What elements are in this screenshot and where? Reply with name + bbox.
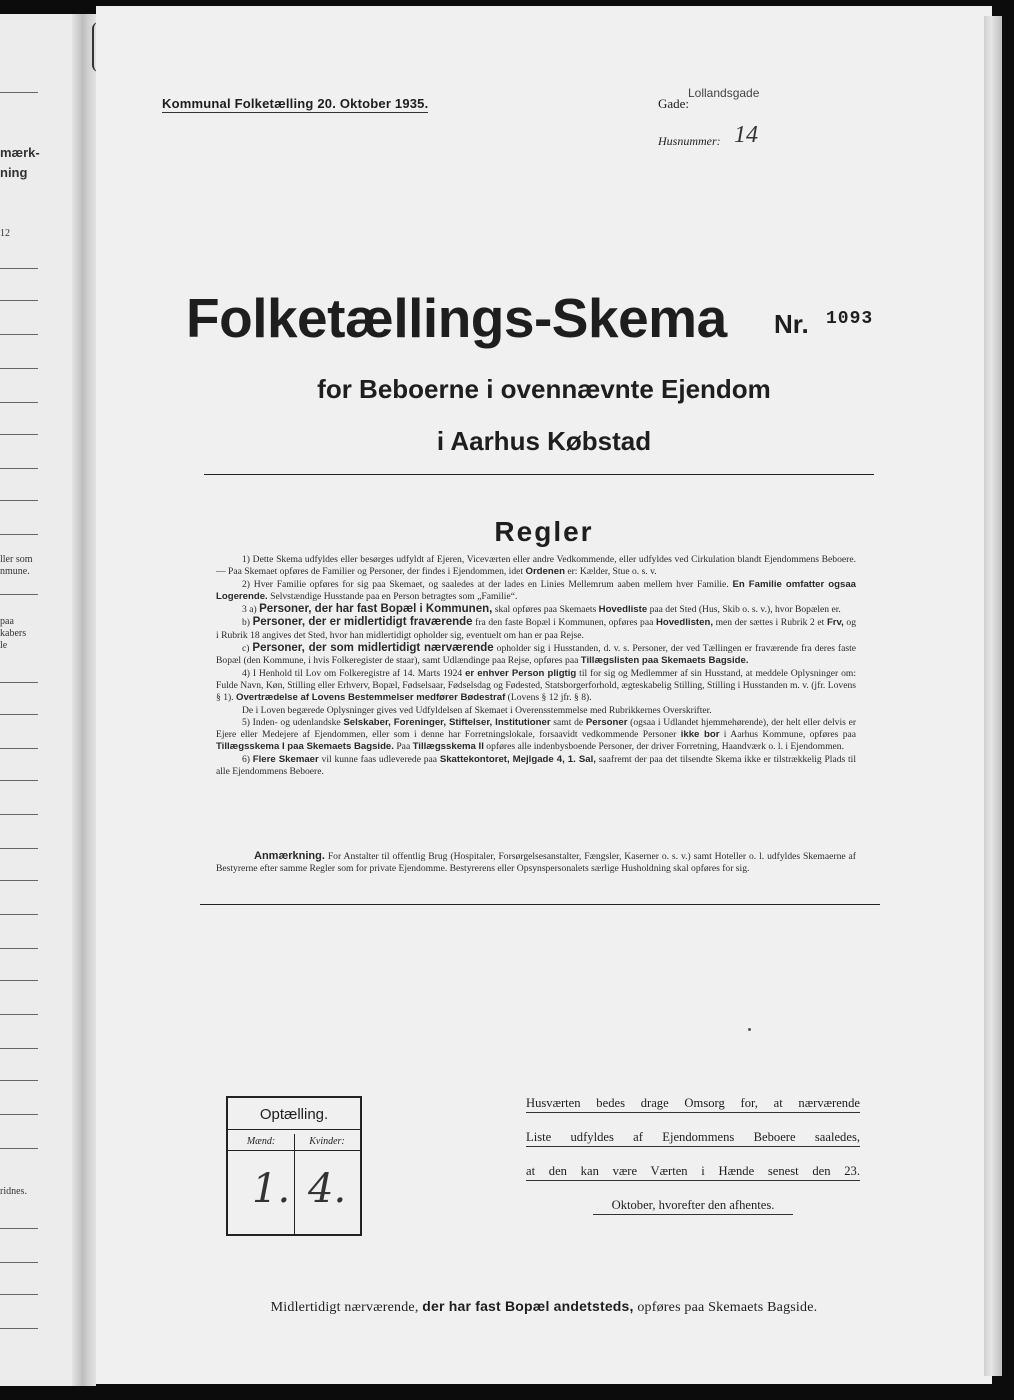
divider [0, 300, 38, 301]
men-count: 1. [252, 1166, 291, 1212]
page-stack-edge [984, 16, 1002, 1376]
divider [0, 814, 38, 815]
rule-3a: 3 a) Personer, der har fast Bopæl i Kommunen, skal opføres paa Skemaets Hovedliste paa det Sted (Hus, Skib o. s. v.), hvor Bopælen er. [242, 603, 841, 616]
rules-text [216, 554, 856, 778]
divider [200, 904, 880, 905]
left-text-fragment: paa [0, 616, 14, 627]
divider [0, 1014, 38, 1015]
divider [294, 1134, 295, 1234]
divider [0, 748, 38, 749]
note-label: Anmærkning. [254, 850, 325, 862]
count-title: Optælling. [228, 1106, 360, 1130]
divider [0, 1080, 38, 1081]
divider [0, 1114, 38, 1115]
left-text-fragment: ller som [0, 554, 33, 565]
divider [0, 434, 38, 435]
census-title: Kommunal Folketælling 20. Oktober 1935. [162, 96, 429, 111]
rule-4b: De i Loven begærede Oplysninger gives ved Udfyldelsen af Skemaet i Overensstemmelse med Rubrikkernes Overskrifter. [242, 704, 712, 716]
instruction-line: at den kan være Værten i Hænde senest den 23. [526, 1164, 860, 1181]
divider [0, 848, 38, 849]
divider [0, 534, 38, 535]
street-value: Lollandsgade [688, 86, 760, 100]
rule-2: 2) Hver Familie opføres for sig paa Skemaet, og saaledes at der lades en Linies Mellemrum aaben mellem hver Familie. En Familie omfatter ogsaa Logerende. Selvstændige Husstande paa en Person betragtes som „Familie“. [216, 578, 857, 602]
instruction-line: Oktober, hvorefter den afhentes. [593, 1198, 793, 1215]
ink-dot [748, 1028, 751, 1031]
census-form-page [96, 6, 992, 1384]
divider [228, 1150, 360, 1151]
divider [0, 468, 38, 469]
note-text [216, 850, 856, 876]
instruction-line: Husværten bedes drage Omsorg for, at nærværende [526, 1096, 860, 1113]
divider [0, 948, 38, 949]
count-box [226, 1096, 362, 1236]
divider [0, 1262, 38, 1263]
rules-heading: Regler [494, 516, 594, 547]
divider [0, 92, 38, 93]
divider [0, 1294, 38, 1295]
rule-3c: c) Personer, der som midlertidigt nærværende opholder sig i Husstanden, d. v. s. Personer, der ved Tællingen er fraværende fra deres faste Bopæl (den Kommune, i hvis Folkeregister de staar), samt Udlændinge paa Rejse, opføres paa Tillægslisten paa Skemaets Bagside. [216, 642, 857, 667]
left-text-fragment: 12 [0, 228, 10, 239]
rule-1: 1) Dette Skema udfyldes eller besørges udfyldt af Ejeren, Viceværten eller andre Vedkommende, eller udfyldes ved Cirkulation blandt Ejendommens Beboere. — Paa Skemaet opføres de Familier og Personer, der findes i Ejendommen, idet Ordenen er: Kælder, Stue o. s. v. [216, 554, 856, 578]
divider [0, 914, 38, 915]
left-text-fragment: le [0, 640, 8, 651]
divider [0, 402, 38, 403]
divider [0, 1328, 38, 1329]
divider [0, 980, 38, 981]
street-label: Gade: [658, 96, 690, 111]
book-gutter [72, 14, 96, 1386]
left-text-fragment: kabers [0, 628, 27, 639]
rule-4: 4) I Henhold til Lov om Folkeregistre af 14. Marts 1924 er enhver Person pligtig til for sig og Medlemmer af sin Husstand, at meddele Oplysninger om: Fulde Navn, Køn, Stilling eller Erhverv, Bopæl, Fødselsaar, Fødselsdag og Fødested, Statsborgerforhold, ægteskabelig Stilling, Stilling i Husstanden m. v. (jfr. Lovens § 1). Overtrædelse af Lovens Bestemmelser medfører Bødestraf (Lovens § 12 jfr. § 8). [216, 667, 857, 704]
left-text-fragment: mærk- [0, 145, 40, 160]
divider [0, 880, 38, 881]
rule-5: 5) Inden- og udenlandske Selskaber, Foreninger, Stiftelser, Institutioner samt de Personer (ogsaa i Udlandet hjemmehørende), der helt eller delvis er Ejere eller Medejere af Ejendommen, eller som i denne har Forretningslokale, forsaavidt vedkommende Personer ikke bor i Aarhus Kommune, opføres paa Tillægsskema I paa Skemaets Bagside. Paa Tillægsskema II opføres alle indenbysboende Personer, der driver Forretning, Haandværk o. l. i Ejendommen. [216, 716, 857, 753]
divider [0, 1228, 38, 1229]
divider [0, 1048, 38, 1049]
divider [0, 500, 38, 501]
women-label: Kvinder: [309, 1136, 345, 1147]
divider [0, 682, 38, 683]
men-label: Mænd: [246, 1136, 276, 1147]
form-subtitle: for Beboerne i ovennævnte Ejendom [317, 374, 771, 404]
left-text-fragment: nmune. [0, 566, 30, 577]
house-number-label: Husnummer: [658, 134, 721, 148]
divider [0, 714, 38, 715]
footer-note: Midlertidigt nærværende, der har fast Bopæl andetsteds, opføres paa Skemaets Bagside. [270, 1298, 818, 1315]
divider [0, 268, 38, 269]
note-body: For Anstalter til offentlig Brug (Hospitaler, Forsørgelsesanstalter, Fængsler, Kaserner o. s. v.) samt Hoteller o. l. udfyldes Skemaerne af Bestyrerne efter samme Regler som for private Ejendomme. Bestyrerens eller Opsynspersonalets særlige Husholdning skal opføres for sig. [216, 851, 856, 875]
rule-3b: b) Personer, der er midlertidigt fraværende fra den faste Bopæl i Kommunen, opføres paa Hovedlisten, men der sættes i Rubrik 2 et Frv, og i Rubrik 18 angives det Sted, hvor han midlertidigt opholder sig, eventuelt om han er paa Rejse. [216, 616, 857, 641]
rule-6: 6) Flere Skemaer vil kunne faas udleverede paa Skattekontoret, Mejlgade 4, 1. Sal, saafremt der paa det tilsendte Skema ikke er tilstrækkelig Plads til alle Ejendommens Beboere. [216, 753, 857, 778]
form-number-value: 1093 [826, 309, 874, 329]
instruction-line: Liste udfyldes af Ejendommens Beboere saaledes, [526, 1130, 860, 1147]
divider [0, 594, 38, 595]
divider [0, 334, 38, 335]
divider [204, 474, 874, 475]
divider [0, 368, 38, 369]
landlord-instructions [526, 1096, 860, 1232]
form-title: Folketællings-Skema [186, 287, 727, 349]
left-text-fragment: ridnes. [0, 1186, 27, 1197]
divider [0, 780, 38, 781]
divider [0, 1148, 38, 1149]
house-number-value: 14 [734, 122, 758, 148]
women-count: 4. [308, 1166, 347, 1212]
form-number-label: Nr. [774, 309, 809, 339]
left-text-fragment: ning [0, 165, 28, 180]
form-city: i Aarhus Købstad [436, 426, 652, 456]
